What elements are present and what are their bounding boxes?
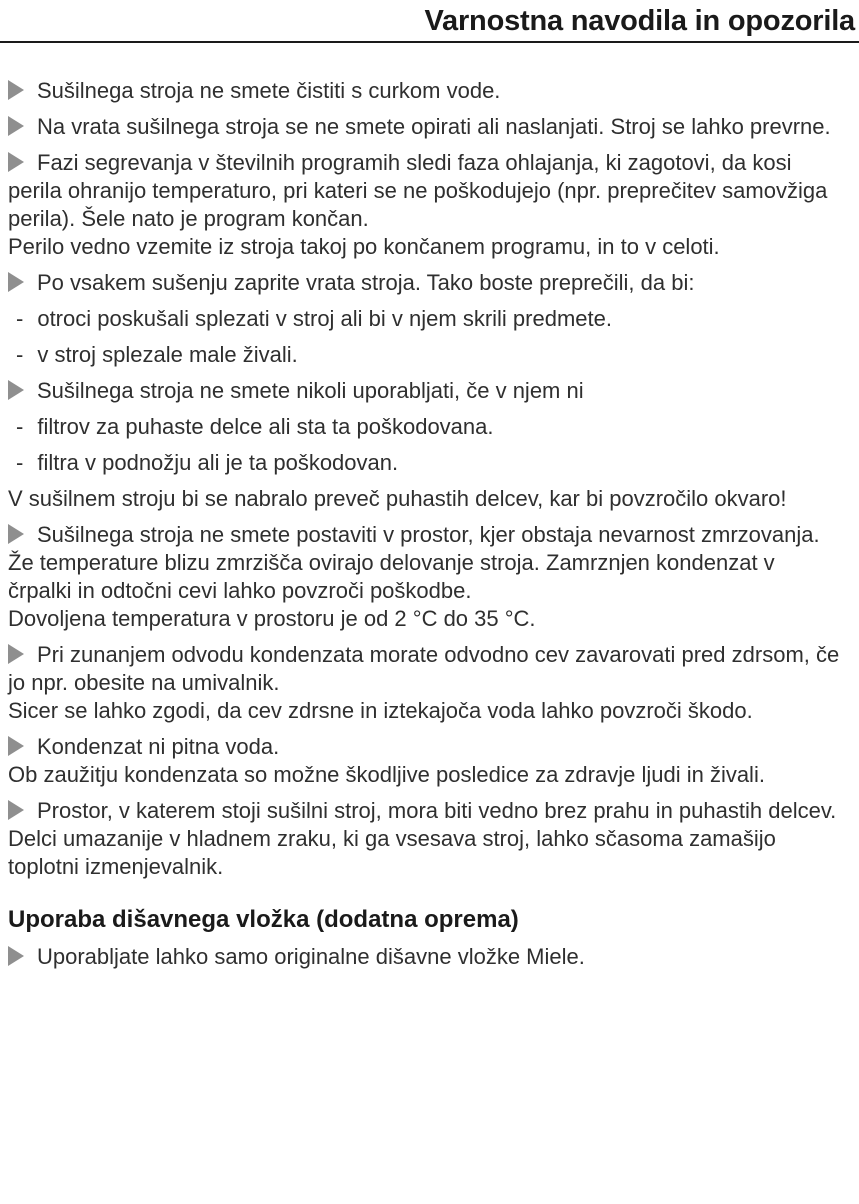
warning-item bbox=[8, 641, 843, 697]
dash-marker: - bbox=[16, 414, 24, 439]
triangle-right-icon bbox=[8, 380, 24, 400]
paragraph-text: Prostor, v katerem stoji sušilni stroj, mora biti vedno brez prahu in puhastih delcev. bbox=[37, 798, 837, 823]
paragraph-text: V sušilnem stroju bi se nabralo preveč puhastih delcev, kar bi povzročilo okvaro! bbox=[8, 486, 787, 511]
sub-list-item bbox=[8, 413, 843, 441]
paragraph-text: Pri zunanjem odvodu kondenzata morate odvodno cev zavarovati pred zdrsom, če jo npr. obesite na umivalnik. bbox=[8, 642, 840, 695]
section-heading: Uporaba dišavnega vložka (dodatna oprema) bbox=[8, 906, 519, 933]
warning-item bbox=[8, 521, 843, 605]
sub-list-item bbox=[8, 305, 843, 333]
paragraph-text: Uporabljate lahko samo originalne dišavne vložke Miele. bbox=[37, 944, 585, 969]
page-header bbox=[0, 0, 859, 43]
paragraph bbox=[8, 697, 843, 725]
triangle-right-icon bbox=[8, 524, 24, 544]
paragraph-text: Sicer se lahko zgodi, da cev zdrsne in iztekajoča voda lahko povzroči škodo. bbox=[8, 698, 753, 723]
triangle-right-icon bbox=[8, 946, 24, 966]
page-title: Varnostna navodila in opozorila bbox=[424, 5, 855, 37]
paragraph-text: Delci umazanije v hladnem zraku, ki ga vsesava stroj, lahko sčasoma zamašijo toplotni izmenjevalnik. bbox=[8, 826, 776, 879]
warning-item bbox=[8, 77, 843, 105]
warning-item bbox=[8, 733, 843, 761]
paragraph bbox=[8, 825, 843, 881]
paragraph-text: Na vrata sušilnega stroja se ne smete opirati ali naslanjati. Stroj se lahko prevrne. bbox=[37, 114, 831, 139]
warning-item bbox=[8, 377, 843, 405]
warning-item bbox=[8, 149, 843, 233]
triangle-right-icon bbox=[8, 644, 24, 664]
sub-list-item bbox=[8, 449, 843, 477]
paragraph bbox=[8, 761, 843, 789]
paragraph-text: v stroj splezale male živali. bbox=[37, 342, 298, 367]
paragraph-text: Kondenzat ni pitna voda. bbox=[37, 734, 280, 759]
warning-item bbox=[8, 797, 843, 825]
dash-marker: - bbox=[16, 342, 24, 367]
triangle-right-icon bbox=[8, 272, 24, 292]
paragraph bbox=[8, 485, 843, 513]
paragraph-text: Ob zaužitju kondenzata so možne škodljive posledice za zdravje ljudi in živali. bbox=[8, 762, 765, 787]
paragraph-text: otroci poskušali splezati v stroj ali bi v njem skrili predmete. bbox=[37, 306, 612, 331]
paragraph-text: Po vsakem sušenju zaprite vrata stroja. Tako boste preprečili, da bi: bbox=[37, 270, 695, 295]
paragraph-text: Sušilnega stroja ne smete nikoli uporabljati, če v njem ni bbox=[37, 378, 584, 403]
warning-item bbox=[8, 269, 843, 297]
warning-item bbox=[8, 943, 843, 971]
paragraph-text: Sušilnega stroja ne smete čistiti s curkom vode. bbox=[37, 78, 501, 103]
paragraph-text: Fazi segrevanja v številnih programih sledi faza ohlajanja, ki zagotovi, da kosi perila ohranijo temperaturo, pri kateri se ne poškodujejo (npr. preprečitev samovžiga perila). Šele nato je program končan. bbox=[8, 150, 828, 231]
paragraph-text: Perilo vedno vzemite iz stroja takoj po končanem programu, in to v celoti. bbox=[8, 234, 720, 259]
dash-marker: - bbox=[16, 306, 24, 331]
warning-item bbox=[8, 113, 843, 141]
sub-list-item bbox=[8, 341, 843, 369]
triangle-right-icon bbox=[8, 800, 24, 820]
triangle-right-icon bbox=[8, 736, 24, 756]
paragraph-text: Sušilnega stroja ne smete postaviti v prostor, kjer obstaja nevarnost zmrzovanja. Že temperature blizu zmrzišča ovirajo delovanje stroja. Zamrznjen kondenzat v črpalki in odtočni cevi lahko povzroči poškodbe. bbox=[8, 522, 820, 603]
content-area bbox=[0, 43, 859, 971]
triangle-right-icon bbox=[8, 80, 24, 100]
dash-marker: - bbox=[16, 450, 24, 475]
paragraph-text: filtrov za puhaste delce ali sta ta poškodovana. bbox=[37, 414, 494, 439]
paragraph-text: Dovoljena temperatura v prostoru je od 2 °C do 35 °C. bbox=[8, 606, 536, 631]
paragraph-text: filtra v podnožju ali je ta poškodovan. bbox=[37, 450, 399, 475]
triangle-right-icon bbox=[8, 116, 24, 136]
paragraph bbox=[8, 233, 843, 261]
triangle-right-icon bbox=[8, 152, 24, 172]
paragraph bbox=[8, 605, 843, 633]
